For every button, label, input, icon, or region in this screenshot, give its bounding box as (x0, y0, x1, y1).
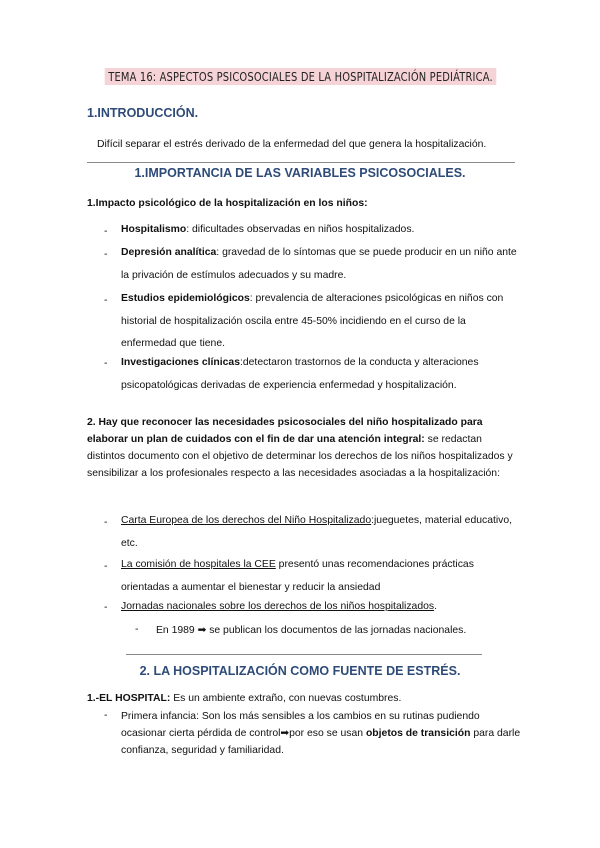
list-item: Carta Europea de los derechos del Niño Hospitalizado:jueguetes, material educativo, etc. (121, 515, 513, 549)
list-item: La comisión de hospitales la CEE presentó unas recomendaciones prácticas orientadas a aumentar el bienestar y reducir la ansiedad (121, 559, 474, 593)
list-item: Primera infancia: Son los más sensibles a los cambios en su rutinas pudiendo ocasionar cierta pérdida de control➡por eso se usan objetos de transición para darle confianza, seguridad y familiaridad. (121, 711, 521, 756)
list-item: Jornadas nacionales sobre los derechos de los niños hospitalizados. (121, 601, 437, 612)
bullet-marker: - (135, 624, 139, 635)
intro-heading: 1.INTRODUCCIÓN. (87, 106, 199, 120)
section1-sub2: 2. Hay que reconocer las necesidades psicosociales del niño hospitalizado para elaborar un plan de cuidados con el fin de dar una atención integral: se redactan distintos documento con el objetivo de determinar los derechos de los niños hospitalizados y sensibilizar a los profesionales respecto a las necesidades asociadas a la hospitalización: (87, 417, 513, 479)
bullet-marker: - (104, 602, 108, 613)
bullet-marker: - (104, 517, 108, 528)
sub-list-item: En 1989 ➡ se publican los documentos de las jornadas nacionales. (156, 625, 467, 636)
bullet-marker: - (104, 226, 108, 237)
divider (126, 654, 482, 655)
title-wrap (0, 68, 600, 86)
divider (87, 162, 515, 163)
section1-heading: 1.IMPORTANCIA DE LAS VARIABLES PSICOSOCIALES. (134, 166, 466, 180)
bullet-marker: - (104, 710, 108, 721)
bullet-marker: - (104, 561, 108, 572)
section2-sub1: 1.-EL HOSPITAL: Es un ambiente extraño, con nuevas costumbres. (87, 693, 402, 704)
bullet-marker: - (104, 358, 108, 369)
list-item: Investigaciones clínicas:detectaron trastornos de la conducta y alteraciones psicopatológicas derivadas de experiencia enfermedad y hospitalización. (121, 357, 479, 391)
intro-text: Difícil separar el estrés derivado de la enfermedad del que genera la hospitalización. (97, 139, 487, 150)
section1-sub1: 1.Impacto psicológico de la hospitalización en los niños: (87, 198, 368, 209)
bullet-marker: - (104, 295, 108, 306)
list-item: Depresión analítica: gravedad de lo síntomas que se puede producir en un niño ante la privación de estímulos adecuados y su madre. (121, 247, 517, 281)
bullet-marker: - (104, 249, 108, 260)
list-item: Estudios epidemiológicos: prevalencia de alteraciones psicológicas en niños con historial de hospitalización oscila entre 45-50% incidiendo en el curso de la enfermedad que tiene. (121, 293, 504, 349)
page-title: TEMA 16: ASPECTOS PSICOSOCIALES DE LA HOSPITALIZACIÓN PEDIÁTRICA. (104, 68, 496, 85)
section2-heading: 2. LA HOSPITALIZACIÓN COMO FUENTE DE ESTRÉS. (139, 664, 461, 678)
list-item: Hospitalismo: dificultades observadas en niños hospitalizados. (121, 224, 415, 235)
